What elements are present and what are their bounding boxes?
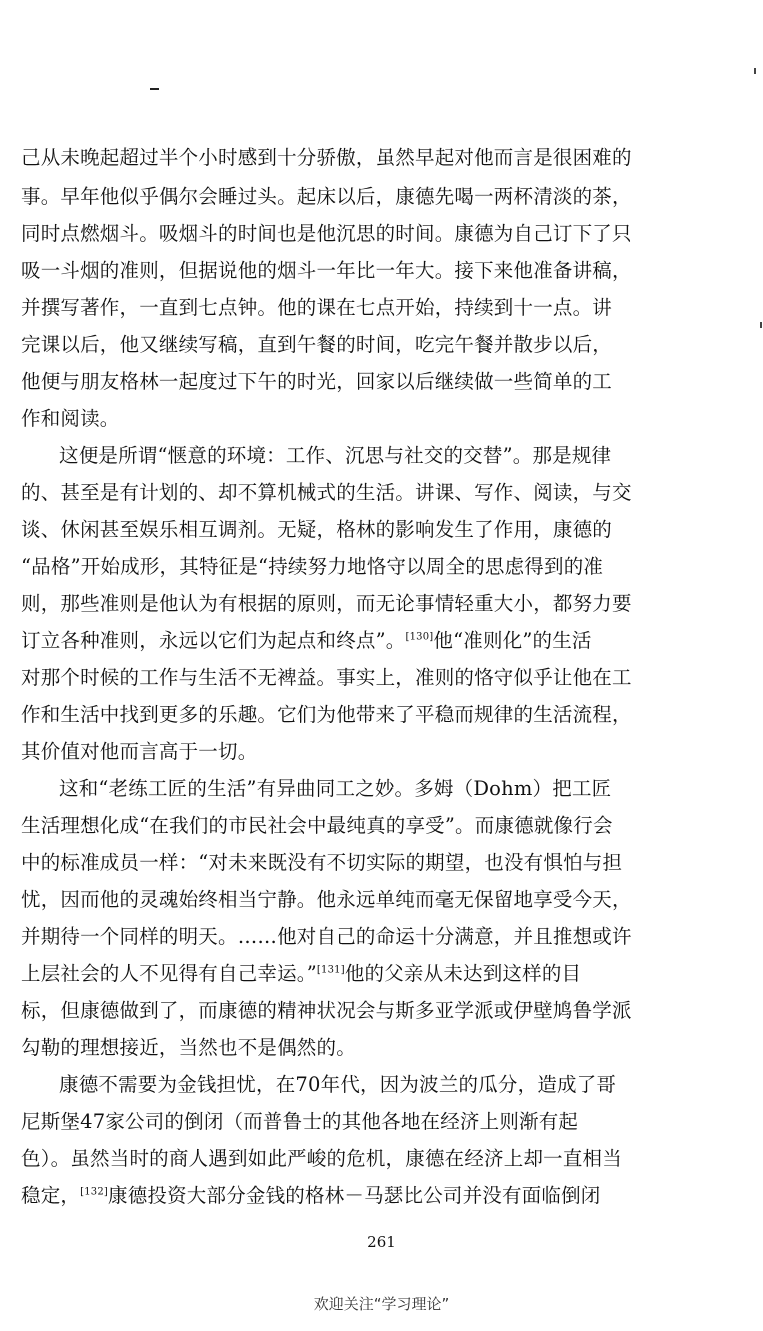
text-line: 作和阅读。 <box>21 407 120 430</box>
text-line: 中的标准成员一样：“对未来既没有不切实际的期望，也没有惧怕与担 <box>21 851 623 874</box>
text-line: 完课以后，他又继续写稿，直到午餐的时间，吃完午餐并散步以后， <box>21 333 613 356</box>
text-line: 标，但康德做到了，而康德的精神状况会与斯多亚学派或伊壁鸠鲁学派 <box>21 999 632 1022</box>
text-segment: 康德投资大部分金钱的格林－马瑟比公司并没有面临倒闭 <box>108 1184 601 1207</box>
paragraph-first-line: 这便是所谓“惬意的环境：工作、沉思与社交的交替”。那是规律 <box>59 444 612 467</box>
paragraph-first-line: 康德不需要为金钱担忧，在70年代，因为波兰的瓜分，造成了哥 <box>59 1073 617 1096</box>
footnote-ref: [130] <box>405 631 434 643</box>
footnote-ref: [131] <box>316 964 345 976</box>
text-segment: 他“准则化”的生活 <box>433 629 592 652</box>
text-line: 尼斯堡47家公司的倒闭（而普鲁士的其他各地在经济上则渐有起 <box>21 1110 579 1133</box>
text-segment: 上层社会的人不见得有自己幸运。” <box>21 962 317 985</box>
text-line: 其价值对他而言高于一切。 <box>21 740 258 763</box>
text-line <box>21 1186 601 1206</box>
text-line: 的、甚至是有计划的、却不算机械式的生活。讲课、写作、阅读，与交 <box>21 481 632 504</box>
text-line: 己从未晚起超过半个小时感到十分骄傲，虽然早起对他而言是很困难的 <box>21 146 632 169</box>
scan-mark <box>754 68 756 74</box>
text-line <box>21 631 592 651</box>
scan-mark <box>150 88 159 90</box>
text-segment: 订立各种准则，永远以它们为起点和终点”。 <box>21 629 406 652</box>
text-line: 则，那些准则是他认为有根据的原则，而无论事情轻重大小，都努力要 <box>21 592 632 615</box>
text-line: 勾勒的理想接近，当然也不是偶然的。 <box>21 1036 356 1059</box>
text-segment: 他的父亲从未达到这样的目 <box>344 962 582 985</box>
text-line <box>21 964 581 984</box>
text-line: 谈、休闲甚至娱乐相互调剂。无疑，格林的影响发生了作用，康德的 <box>21 518 613 541</box>
paragraph-first-line: 这和“老练工匠的生活”有异曲同工之妙。多姆（Dohm）把工匠 <box>59 777 612 800</box>
text-line: 忧，因而他的灵魂始终相当宁静。他永远单纯而毫无保留地享受今天， <box>21 888 632 911</box>
text-line: 吸一斗烟的准则，但据说他的烟斗一年比一年大。接下来他准备讲稿， <box>21 259 632 282</box>
text-line: “品格”开始成形，其特征是“持续努力地恪守以周全的思虑得到的准 <box>21 555 604 578</box>
text-line: 并期待一个同样的明天。……他对自己的命运十分满意，并且推想或许 <box>21 925 632 948</box>
text-line: 作和生活中找到更多的乐趣。它们为他带来了平稳而规律的生活流程， <box>21 703 632 726</box>
scan-mark <box>760 322 762 328</box>
text-line: 同时点燃烟斗。吸烟斗的时间也是他沉思的时间。康德为自己订下了只 <box>21 222 632 245</box>
text-segment: 稳定， <box>21 1184 81 1207</box>
footer-note: 欢迎关注“学习理论” <box>313 1295 450 1313</box>
text-line: 他便与朋友格林一起度过下午的时光，回家以后继续做一些简单的工 <box>21 370 613 393</box>
page-number: 261 <box>367 1233 396 1251</box>
text-line: 事。早年他似乎偶尔会睡过头。起床以后，康德先喝一两杯清淡的茶， <box>21 185 632 208</box>
footnote-ref: [132] <box>80 1186 108 1198</box>
text-line: 对那个时候的工作与生活不无裨益。事实上，准则的恪守似乎让他在工 <box>21 666 632 689</box>
text-line: 生活理想化成“在我们的市民社会中最纯真的享受”。而康德就像行会 <box>21 814 613 837</box>
text-line: 并撰写著作，一直到七点钟。他的课在七点开始，持续到十一点。讲 <box>21 296 613 319</box>
text-line: 色）。虽然当时的商人遇到如此严峻的危机，康德在经济上却一直相当 <box>21 1147 622 1170</box>
